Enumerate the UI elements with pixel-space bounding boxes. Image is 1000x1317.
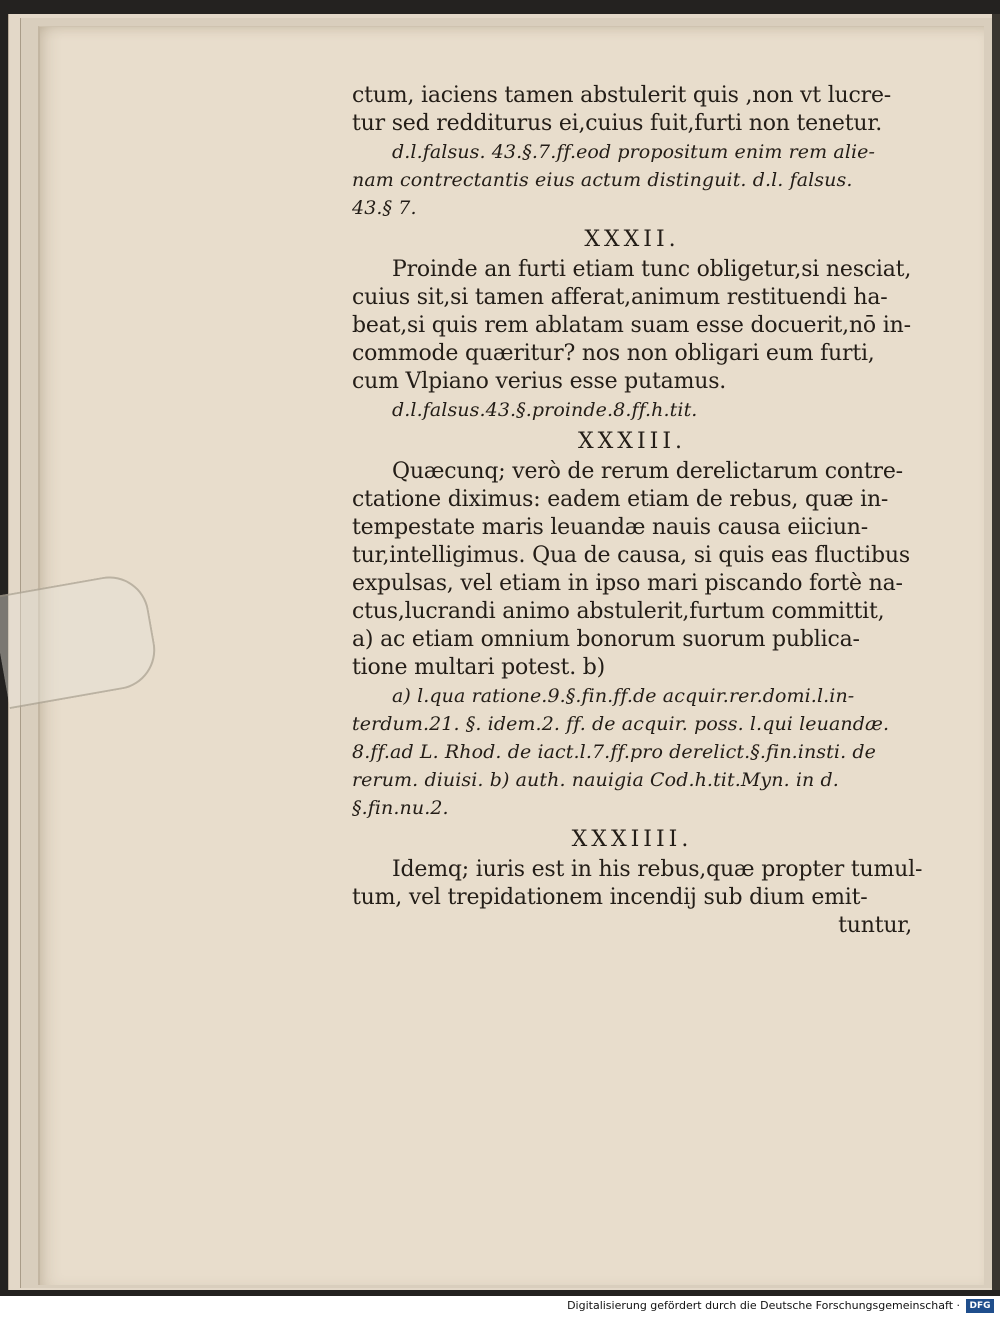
citation-line: d.l.falsus.43.§.proinde.8.ff.h.tit.: [392, 399, 698, 421]
section-heading: XXXIII.: [577, 429, 687, 454]
dfg-logo-icon[interactable]: DFG: [966, 1299, 994, 1313]
text-line: Idemq; iuris est in his rebus,quæ propter tumul-: [392, 857, 923, 882]
intro-block: [352, 82, 912, 222]
citation-line: rerum. diuisi. b) auth. nauigia Cod.h.tit.Myn. in d.: [352, 769, 839, 791]
text-line: cuius sit,si tamen afferat,animum restituendi ha-: [352, 285, 888, 310]
text-line: tur sed redditurus ei,cuius fuit,furti non tenetur.: [352, 111, 883, 136]
page-text: [352, 82, 923, 940]
text-line: tione multari potest. b): [352, 655, 606, 680]
citation-line: terdum.21. §. idem.2. ff. de acquir. poss. l.qui leuandæ.: [352, 713, 890, 735]
text-line: tur,intelligimus. Qua de causa, si quis eas fluctibus: [352, 543, 910, 568]
text-line: tempestate maris leuandæ nauis causa eiiciun-: [352, 515, 869, 540]
text-line: Quæcunq; verò de rerum derelictarum contre-: [392, 459, 903, 484]
citation-line: a) l.qua ratione.9.§.fin.ff.de acquir.rer.domi.l.in-: [392, 685, 855, 707]
text-line: commode quæritur? nos non obligari eum furti,: [352, 341, 875, 366]
text-line: a) ac etiam omnium bonorum suorum publica-: [352, 627, 860, 652]
section-heading: XXXII.: [584, 227, 680, 252]
binding-shadow: [992, 14, 1000, 1290]
citation-line: 8.ff.ad L. Rhod. de iact.l.7.ff.pro derelict.§.fin.insti. de: [352, 741, 876, 763]
catchword: tuntur,: [838, 913, 912, 938]
footer-bar: [0, 1296, 1000, 1317]
text-line: ctus,lucrandi animo abstulerit,furtum committit,: [352, 599, 885, 624]
section-xxxii: [352, 226, 912, 424]
text-line: ctum, iaciens tamen abstulerit quis ,non vt lucre-: [352, 83, 892, 108]
text-line: ctatione diximus: eadem etiam de rebus, quæ in-: [352, 487, 889, 512]
citation-line: 43.§ 7.: [352, 197, 417, 219]
text-line: expulsas, vel etiam in ipso mari piscando fortè na-: [352, 571, 903, 596]
section-xxxiiii: [352, 826, 923, 940]
section-xxxiii: [352, 428, 912, 822]
text-line: Proinde an furti etiam tunc obligetur,si nesciat,: [392, 257, 912, 282]
citation-line: §.fin.nu.2.: [352, 797, 449, 819]
funding-credit: Digitalisierung gefördert durch die Deutsche Forschungsgemeinschaft ·: [567, 1299, 960, 1312]
text-line: beat,si quis rem ablatam suam esse docuerit,nō in-: [352, 313, 911, 338]
text-line: tum, vel trepidationem incendij sub dium emit-: [352, 885, 868, 910]
text-line: cum Vlpiano verius esse putamus.: [352, 369, 727, 394]
section-heading: XXXIIII.: [571, 827, 693, 852]
citation-line: d.l.falsus. 43.§.7.ff.eod propositum enim rem alie-: [392, 141, 876, 163]
citation-line: nam contrectantis eius actum distinguit. d.l. falsus.: [352, 169, 853, 191]
